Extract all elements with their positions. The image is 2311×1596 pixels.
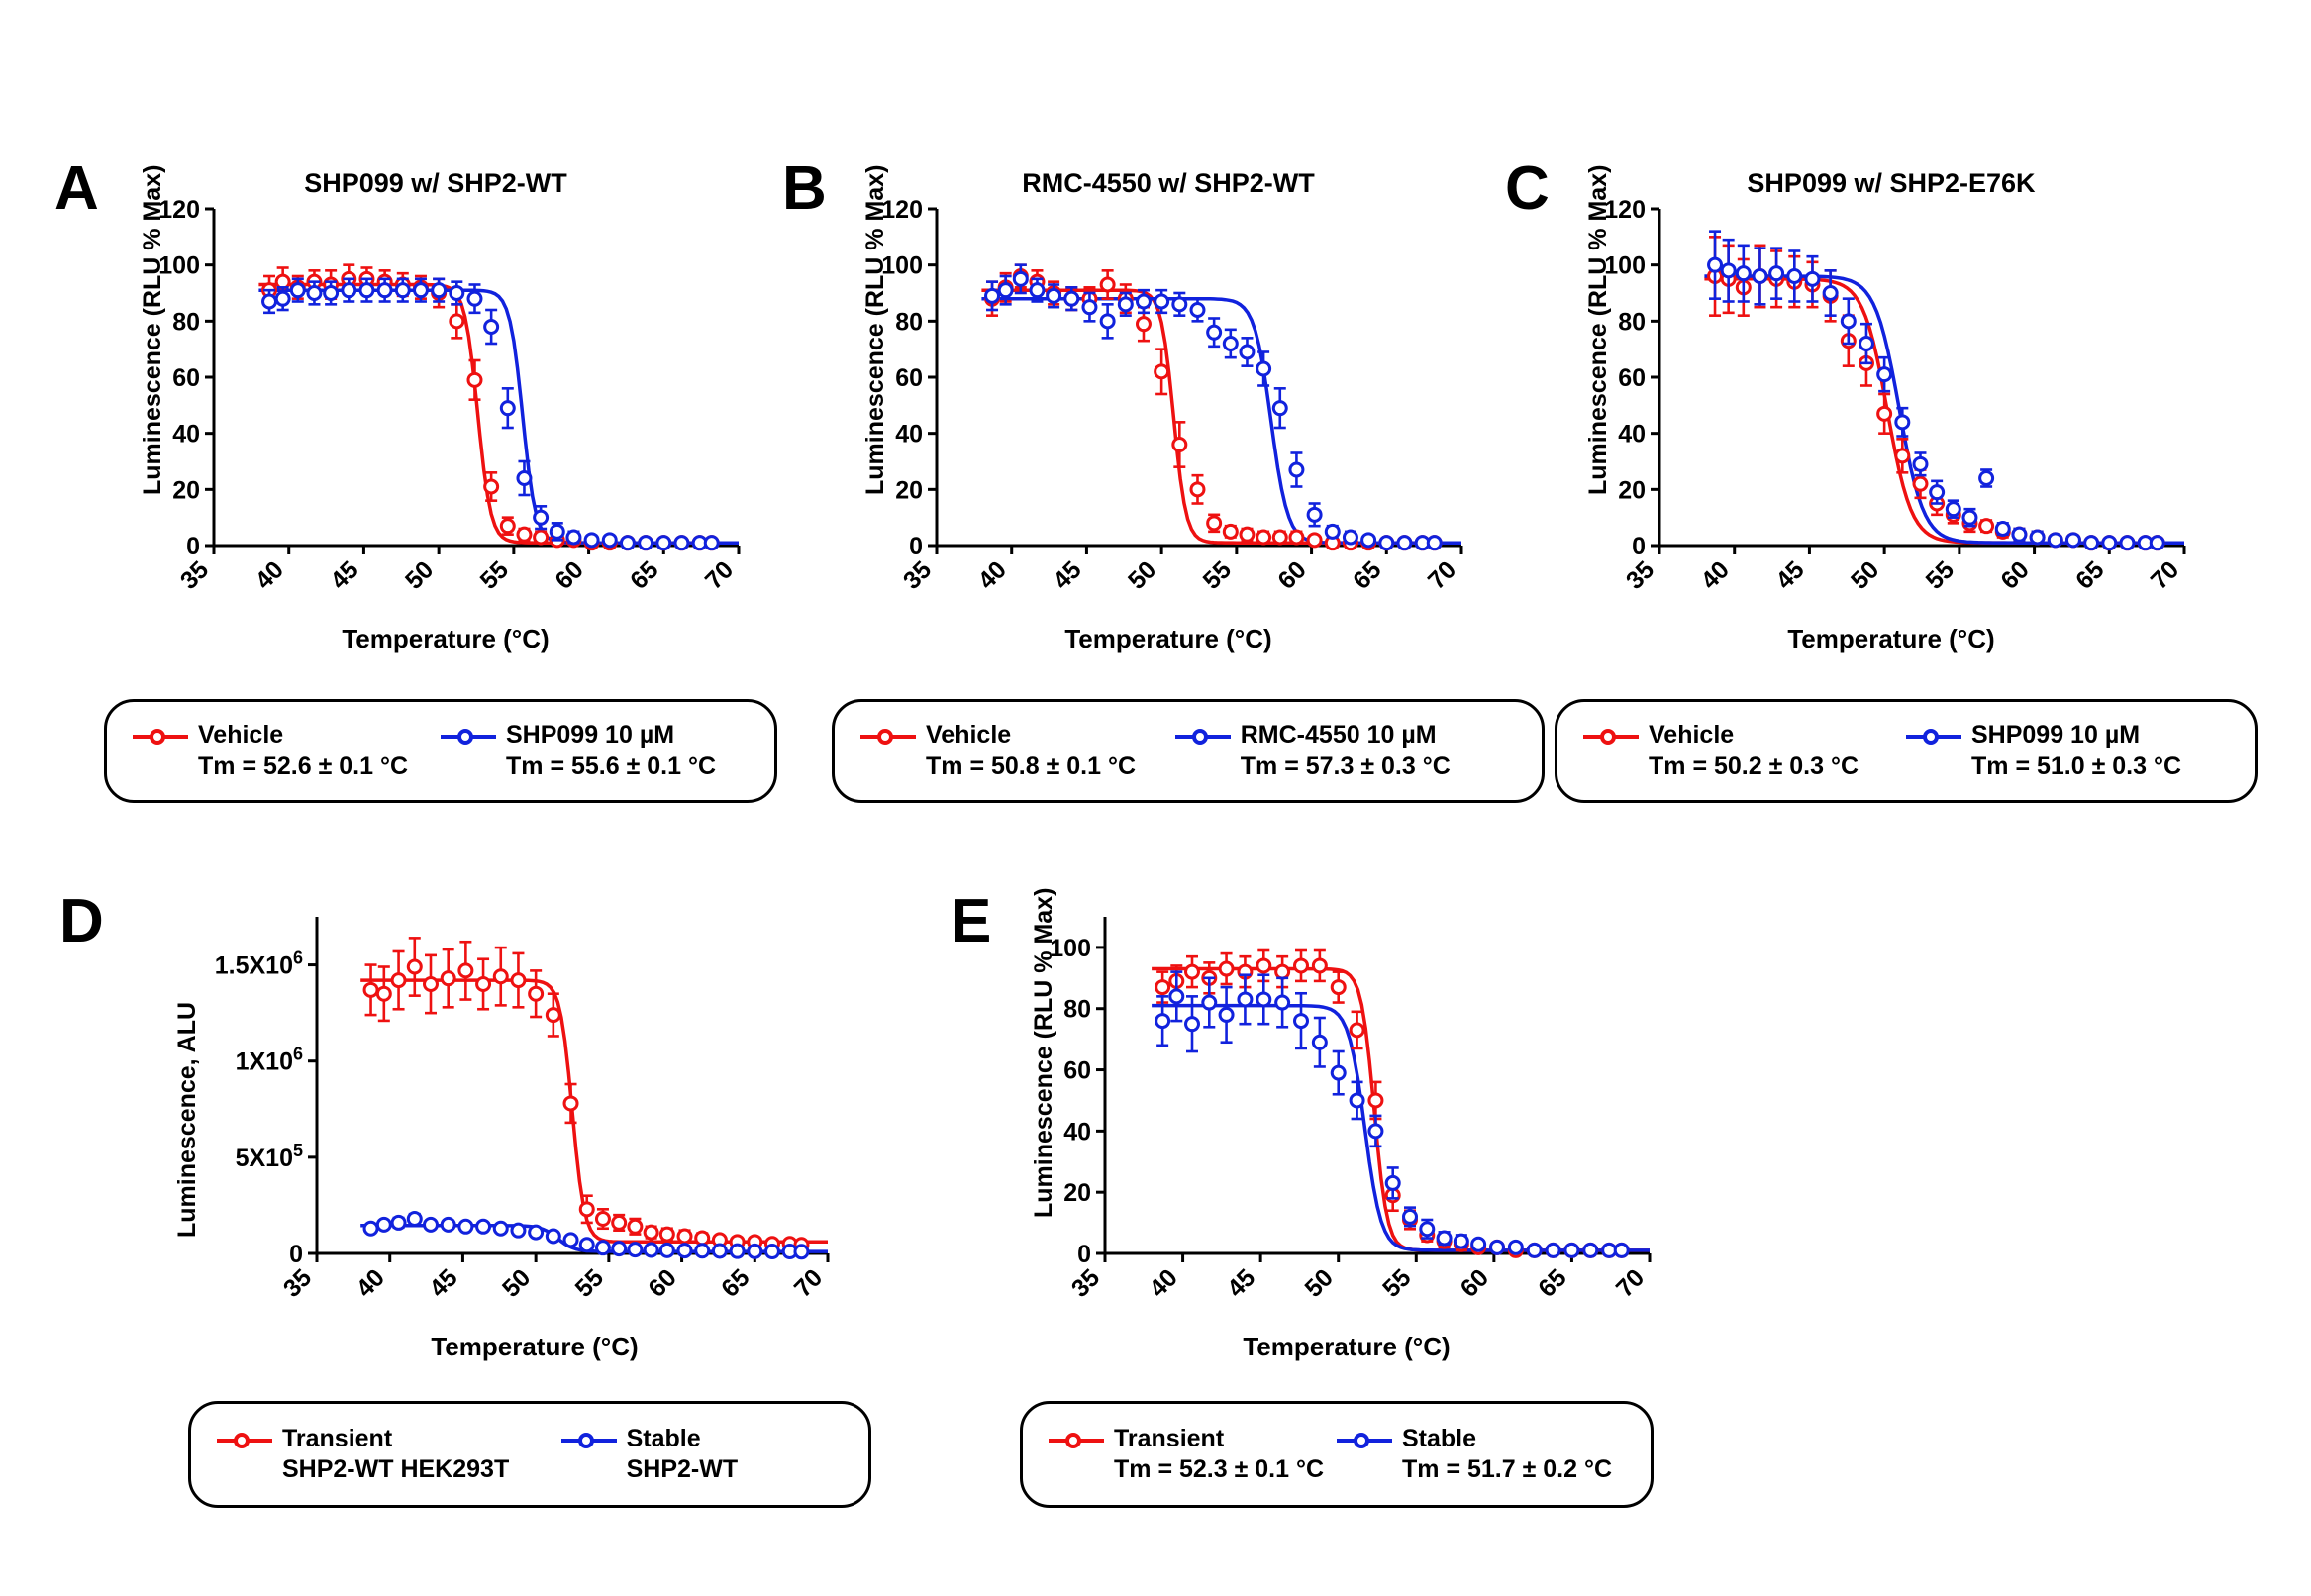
- svg-text:35: 35: [277, 1263, 318, 1303]
- panel-b-legend-item-0: [860, 720, 1175, 782]
- svg-text:60: 60: [1455, 1263, 1495, 1303]
- panel-a-x-axis-title: Temperature (°C): [342, 624, 550, 653]
- svg-text:80: 80: [1618, 308, 1646, 337]
- svg-text:80: 80: [1063, 995, 1091, 1024]
- panel-c-legend-name-1: SHP099 10 µM: [1971, 721, 2141, 749]
- panel-e-plot: [1010, 901, 1663, 1327]
- panel-d-legend-name-0: Transient: [282, 1424, 393, 1452]
- svg-text:50: 50: [1122, 555, 1162, 595]
- svg-text:120: 120: [158, 196, 200, 224]
- svg-text:65: 65: [1533, 1263, 1572, 1303]
- panel-e-legend-name-0: Transient: [1114, 1424, 1225, 1452]
- svg-text:50: 50: [1299, 1263, 1339, 1303]
- svg-text:70: 70: [1610, 1263, 1651, 1303]
- svg-text:55: 55: [569, 1263, 610, 1303]
- svg-text:5X105: $5X10^5$: [235, 1140, 303, 1172]
- panel-d-legend: [188, 1401, 871, 1508]
- panel-e-letter: E: [951, 887, 992, 955]
- svg-text:0: 0: [1077, 1241, 1091, 1268]
- svg-text:40: 40: [250, 555, 289, 595]
- svg-text:65: 65: [625, 555, 664, 595]
- svg-text:70: 70: [2145, 555, 2185, 595]
- svg-text:80: 80: [172, 308, 200, 337]
- panel-c-legend-item-1: [1906, 720, 2229, 782]
- svg-text:100: 100: [1604, 251, 1646, 280]
- svg-text:20: 20: [1063, 1179, 1091, 1208]
- panel-c-legend: [1555, 699, 2258, 803]
- svg-text:45: 45: [424, 1263, 463, 1303]
- panel-b-legend-tm-0: Tm = 50.8 ± 0.1 °C: [926, 751, 1137, 780]
- svg-text:35: 35: [897, 555, 938, 595]
- panel-b-legend-name-1: RMC-4550 10 µM: [1240, 721, 1437, 749]
- panel-c-title: SHP099 w/ SHP2-E76K: [1747, 168, 2036, 198]
- panel-a-legend-name-0: Vehicle: [198, 721, 284, 749]
- panel-e-legend-item-0: [1049, 1424, 1337, 1486]
- panel-b-plot: [842, 193, 1475, 619]
- panel-c-y-axis-title: Luminescence (RLU % Max): [1584, 164, 1612, 495]
- panel-a-legend-item-0: [133, 720, 441, 782]
- svg-text:20: 20: [1618, 476, 1646, 505]
- panel-e-legend-tm-0: Tm = 52.3 ± 0.1 °C: [1114, 1455, 1325, 1483]
- panel-a-plot: [119, 193, 753, 619]
- svg-text:40: 40: [1695, 555, 1735, 595]
- panel-b-legend-name-0: Vehicle: [926, 721, 1012, 749]
- svg-text:55: 55: [1920, 555, 1960, 595]
- legend-symbol-blue-icon: [1337, 1428, 1392, 1453]
- legend-symbol-blue-icon: [561, 1428, 617, 1453]
- panel-c-legend-tm-0: Tm = 50.2 ± 0.3 °C: [1649, 751, 1859, 780]
- panel-a-legend-tm-0: Tm = 52.6 ± 0.1 °C: [198, 751, 409, 780]
- legend-symbol-blue-icon: [1906, 724, 1961, 749]
- svg-text:40: 40: [351, 1263, 390, 1303]
- svg-text:35: 35: [174, 555, 215, 595]
- svg-text:60: 60: [1272, 555, 1312, 595]
- svg-text:65: 65: [716, 1263, 755, 1303]
- svg-text:50: 50: [1845, 555, 1885, 595]
- svg-text:120: 120: [881, 196, 923, 224]
- legend-symbol-red-icon: [1583, 724, 1639, 749]
- panel-d-legend-item-1: [561, 1424, 843, 1486]
- svg-text:60: 60: [550, 555, 589, 595]
- svg-text:45: 45: [1048, 555, 1087, 595]
- panel-e-legend-tm-1: Tm = 51.7 ± 0.2 °C: [1402, 1455, 1613, 1483]
- svg-text:35: 35: [1065, 1263, 1106, 1303]
- panel-e-legend-item-1: [1337, 1424, 1625, 1486]
- panel-c-plot: [1564, 193, 2198, 619]
- svg-text:40: 40: [895, 420, 923, 449]
- svg-text:20: 20: [172, 476, 200, 505]
- svg-text:65: 65: [1348, 555, 1387, 595]
- svg-text:55: 55: [1197, 555, 1238, 595]
- panel-e-legend-name-1: Stable: [1402, 1424, 1477, 1452]
- panel-d-legend-item-0: [217, 1424, 561, 1486]
- panel-c-letter: C: [1505, 154, 1550, 223]
- panel-e-legend: [1020, 1401, 1654, 1508]
- svg-text:35: 35: [1620, 555, 1660, 595]
- svg-text:45: 45: [325, 555, 364, 595]
- panel-b-legend-tm-1: Tm = 57.3 ± 0.3 °C: [1240, 751, 1451, 780]
- panel-b-legend-item-1: [1175, 720, 1516, 782]
- panel-d-x-axis-title: Temperature (°C): [431, 1332, 639, 1361]
- svg-text:20: 20: [895, 476, 923, 505]
- panel-d-plot: [149, 901, 842, 1327]
- panel-a-legend: [104, 699, 777, 803]
- svg-text:70: 70: [699, 555, 740, 595]
- svg-text:0: 0: [289, 1241, 303, 1268]
- panel-b-svg: [842, 193, 1475, 619]
- panel-b-legend: [832, 699, 1545, 803]
- panel-c-legend-tm-1: Tm = 51.0 ± 0.3 °C: [1971, 751, 2182, 780]
- legend-symbol-blue-icon: [441, 724, 496, 749]
- svg-text:50: 50: [496, 1263, 537, 1303]
- panel-d-legend-sub-1: SHP2-WT: [626, 1455, 739, 1483]
- panel-a-y-axis-title: Luminescence (RLU % Max): [139, 164, 166, 495]
- svg-text:55: 55: [474, 555, 515, 595]
- panel-a-letter: A: [54, 154, 99, 223]
- svg-text:60: 60: [1618, 364, 1646, 392]
- panel-a-legend-tm-1: Tm = 55.6 ± 0.1 °C: [506, 751, 717, 780]
- panel-e-svg: [1010, 901, 1663, 1327]
- svg-text:70: 70: [1422, 555, 1462, 595]
- panel-c-svg: [1564, 193, 2198, 619]
- svg-text:80: 80: [895, 308, 923, 337]
- panel-b-letter: B: [782, 154, 827, 223]
- svg-text:0: 0: [186, 533, 200, 560]
- panel-e-y-axis-title: Luminescence (RLU % Max): [1030, 887, 1057, 1218]
- svg-text:60: 60: [1995, 555, 2035, 595]
- panel-a-title: SHP099 w/ SHP2-WT: [304, 168, 567, 198]
- svg-text:1.5X106: $1.5X10^6$: [214, 948, 303, 980]
- legend-symbol-red-icon: [133, 724, 188, 749]
- svg-text:100: 100: [158, 251, 200, 280]
- svg-text:100: 100: [881, 251, 923, 280]
- panel-d-svg: [149, 901, 842, 1327]
- panel-b-y-axis-title: Luminescence (RLU % Max): [861, 164, 889, 495]
- svg-text:45: 45: [1770, 555, 1810, 595]
- svg-text:0: 0: [1632, 533, 1646, 560]
- panel-a-legend-name-1: SHP099 10 µM: [506, 721, 675, 749]
- svg-text:60: 60: [172, 364, 200, 392]
- panel-a-legend-item-1: [441, 720, 749, 782]
- svg-text:55: 55: [1377, 1263, 1417, 1303]
- panel-d-letter: D: [59, 887, 104, 955]
- svg-text:120: 120: [1604, 196, 1646, 224]
- svg-text:45: 45: [1221, 1263, 1261, 1303]
- svg-text:60: 60: [1063, 1056, 1091, 1085]
- svg-text:60: 60: [643, 1263, 682, 1303]
- svg-text:40: 40: [972, 555, 1012, 595]
- svg-text:0: 0: [909, 533, 923, 560]
- panel-c-x-axis-title: Temperature (°C): [1787, 624, 1995, 653]
- svg-text:40: 40: [172, 420, 200, 449]
- legend-symbol-red-icon: [860, 724, 916, 749]
- svg-text:65: 65: [2070, 555, 2110, 595]
- svg-text:50: 50: [399, 555, 440, 595]
- panel-c-legend-item-0: [1583, 720, 1906, 782]
- legend-symbol-red-icon: [217, 1428, 272, 1453]
- svg-text:70: 70: [788, 1263, 829, 1303]
- panel-b-title: RMC-4550 w/ SHP2-WT: [1022, 168, 1315, 198]
- panel-d-y-axis-title: Luminescence, ALU: [173, 1001, 201, 1238]
- svg-text:40: 40: [1144, 1263, 1183, 1303]
- svg-text:1X106: $1X10^6$: [235, 1044, 303, 1076]
- panel-d-legend-name-1: Stable: [626, 1424, 701, 1452]
- panel-e-x-axis-title: Temperature (°C): [1243, 1332, 1451, 1361]
- svg-text:100: 100: [1050, 934, 1091, 962]
- svg-text:60: 60: [895, 364, 923, 392]
- panel-a-svg: [119, 193, 753, 619]
- panel-d-legend-sub-0: SHP2-WT HEK293T: [282, 1455, 510, 1483]
- legend-symbol-red-icon: [1049, 1428, 1104, 1453]
- svg-text:40: 40: [1063, 1118, 1091, 1147]
- panel-c-legend-name-0: Vehicle: [1649, 721, 1735, 749]
- svg-text:40: 40: [1618, 420, 1646, 449]
- panel-b-x-axis-title: Temperature (°C): [1064, 624, 1272, 653]
- legend-symbol-blue-icon: [1175, 724, 1231, 749]
